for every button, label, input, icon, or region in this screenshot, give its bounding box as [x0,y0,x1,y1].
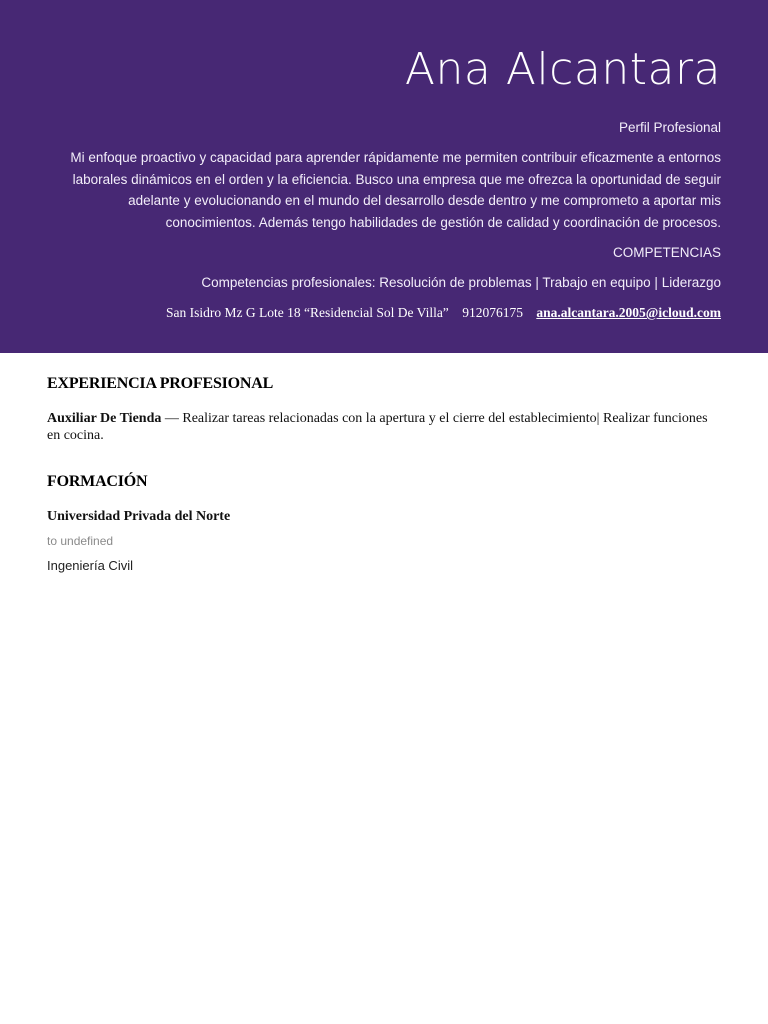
education-school: Universidad Privada del Norte [47,509,231,524]
candidate-name: Ana Alcantara [404,44,721,95]
competencies-text: Competencias profesionales: Resolución de problemas | Trabajo en equipo | Liderazgo [201,275,721,290]
experience-section-title: EXPERIENCIA PROFESIONAL [47,375,274,392]
contact-phone: 912076175 [462,305,523,320]
education-degree: Ingeniería Civil [47,558,133,573]
header-banner [0,0,768,353]
experience-role: Auxiliar De Tienda [47,411,162,426]
contact-email-link[interactable]: ana.alcantara.2005@icloud.com [536,305,721,320]
experience-separator: — [161,411,183,426]
education-dates: to undefined [47,534,114,548]
education-section-title: FORMACIÓN [47,473,148,490]
profile-label: Perfil Profesional [618,120,721,135]
competencies-label: COMPETENCIAS [612,245,721,260]
contact-line [166,302,721,324]
experience-description: Realizar tareas relacionadas con la apertura y el cierre del establecimiento| Realizar funciones en cocina. [47,411,708,443]
experience-item [47,410,721,444]
contact-address: San Isidro Mz G Lote 18 “Residencial Sol De Villa” [166,305,449,320]
profile-summary: Mi enfoque proactivo y capacidad para aprender rápidamente me permiten contribuir eficazmente a entornos laborales dinámicos en el orden y la eficiencia. Busco una empresa que me ofrezca la oportunidad de seguir adelante y evolucionando en el mundo del desarrollo desde dentro y me comprometo a aportar mis conocimientos. Además tengo habilidades de gestión de calidad y coordinación de procesos. [70,150,721,230]
